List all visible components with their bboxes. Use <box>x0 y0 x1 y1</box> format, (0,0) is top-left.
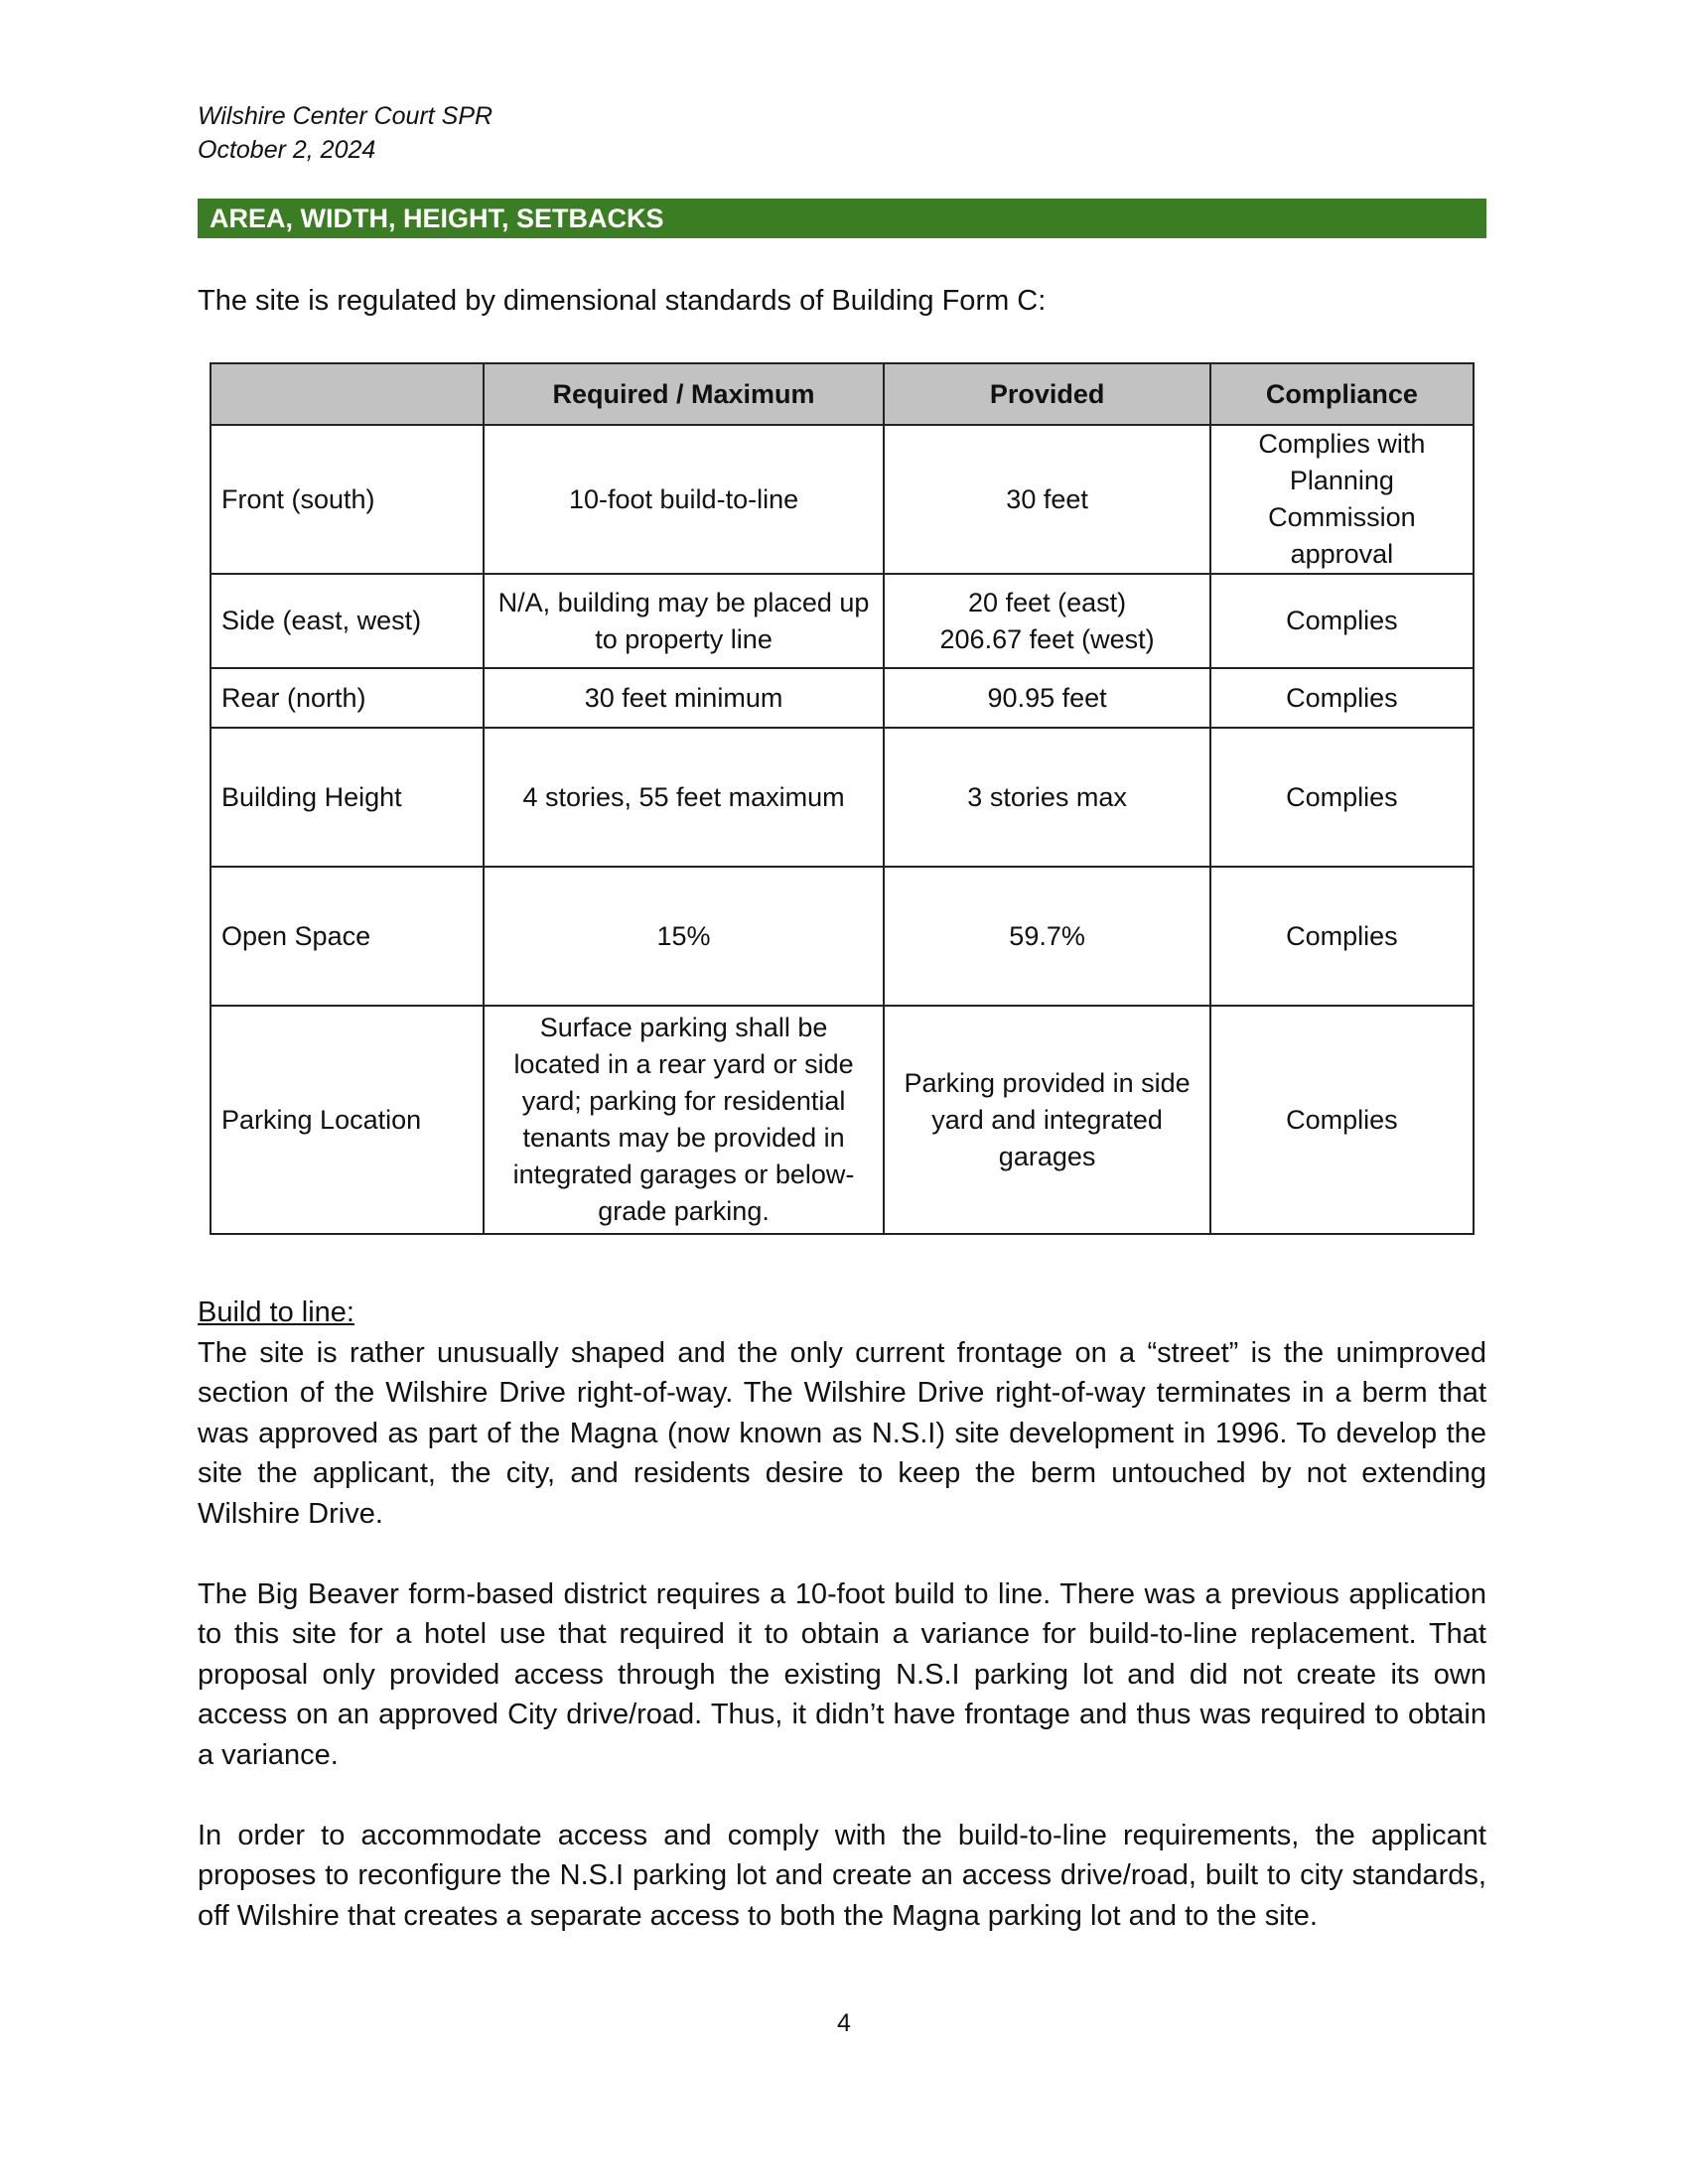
table-row <box>211 574 1474 668</box>
table-header-required: Required / Maximum <box>484 363 885 425</box>
table-row <box>211 867 1474 1006</box>
header-date: October 2, 2024 <box>198 136 376 164</box>
build-to-line-section <box>198 1293 1486 1977</box>
row-compliance: Complies with Planning Commission approval <box>1210 425 1474 574</box>
body-paragraph: The Big Beaver form-based district requires a 10-foot build to line. There was a previous application to this site for a hotel use that required it to obtain a variance for build-to-line replacement. That proposal only provided access through the existing N.S.I parking lot and did not create its own access on an approved City drive/road. Thus, it didn’t have frontage and thus was required to obtain a variance. <box>198 1577 1486 1771</box>
row-compliance: Complies <box>1210 574 1474 668</box>
row-provided-line: 206.67 feet (west) <box>939 623 1155 654</box>
row-provided: 90.95 feet <box>884 668 1209 728</box>
table-row <box>211 668 1474 728</box>
document-header <box>198 99 492 167</box>
row-required: 10-foot build-to-line <box>484 425 885 574</box>
intro-sentence: The site is regulated by dimensional standards of Building Form C: <box>198 285 1047 317</box>
row-label: Rear (north) <box>211 668 484 728</box>
row-required: 30 feet minimum <box>484 668 885 728</box>
row-provided: 59.7% <box>884 867 1209 1006</box>
row-provided: 30 feet <box>884 425 1209 574</box>
table-header-compliance: Compliance <box>1210 363 1474 425</box>
row-compliance: Complies <box>1210 728 1474 867</box>
row-provided: 3 stories max <box>884 728 1209 867</box>
row-required: 4 stories, 55 feet maximum <box>484 728 885 867</box>
row-provided <box>884 574 1209 668</box>
row-required: 15% <box>484 867 885 1006</box>
row-compliance: Complies <box>1210 867 1474 1006</box>
table-row <box>211 728 1474 867</box>
row-label: Open Space <box>211 867 484 1006</box>
row-required: Surface parking shall be located in a rear yard or side yard; parking for residential tenants may be provided in integrated garages or below-grade parking. <box>484 1006 885 1234</box>
row-compliance: Complies <box>1210 668 1474 728</box>
row-label: Front (south) <box>211 425 484 574</box>
row-label: Building Height <box>211 728 484 867</box>
build-to-line-heading: Build to line: <box>198 1297 354 1328</box>
section-heading-bar: AREA, WIDTH, HEIGHT, SETBACKS <box>198 199 1486 238</box>
dimensional-standards-table <box>210 362 1475 1235</box>
page-number: 4 <box>837 2009 851 2037</box>
table-row <box>211 425 1474 574</box>
row-label: Side (east, west) <box>211 574 484 668</box>
table-header-provided: Provided <box>884 363 1209 425</box>
body-paragraph: The site is rather unusually shaped and the only current frontage on a “street” is the unimproved section of the Wilshire Drive right-of-way. The Wilshire Drive right-of-way terminates in a berm that was approved as part of the Magna (now known as N.S.I) site development in 1996. To develop the site the applicant, the city, and residents desire to keep the berm untouched by not extending Wilshire Drive. <box>198 1336 1486 1530</box>
table-header-row <box>211 363 1474 425</box>
row-compliance: Complies <box>1210 1006 1474 1234</box>
table-row <box>211 1006 1474 1234</box>
row-label: Parking Location <box>211 1006 484 1234</box>
header-title: Wilshire Center Court SPR <box>198 102 493 130</box>
row-required: N/A, building may be placed up to property line <box>484 574 885 668</box>
row-provided: Parking provided in side yard and integrated garages <box>884 1006 1209 1234</box>
body-paragraph: In order to accommodate access and comply with the build-to-line requirements, the applicant proposes to reconfigure the N.S.I parking lot and create an access drive/road, built to city standards, off Wilshire that creates a separate access to both the Magna parking lot and to the site. <box>198 1819 1486 1932</box>
row-provided-line: 20 feet (east) <box>968 587 1127 617</box>
table-header-empty <box>211 363 484 425</box>
